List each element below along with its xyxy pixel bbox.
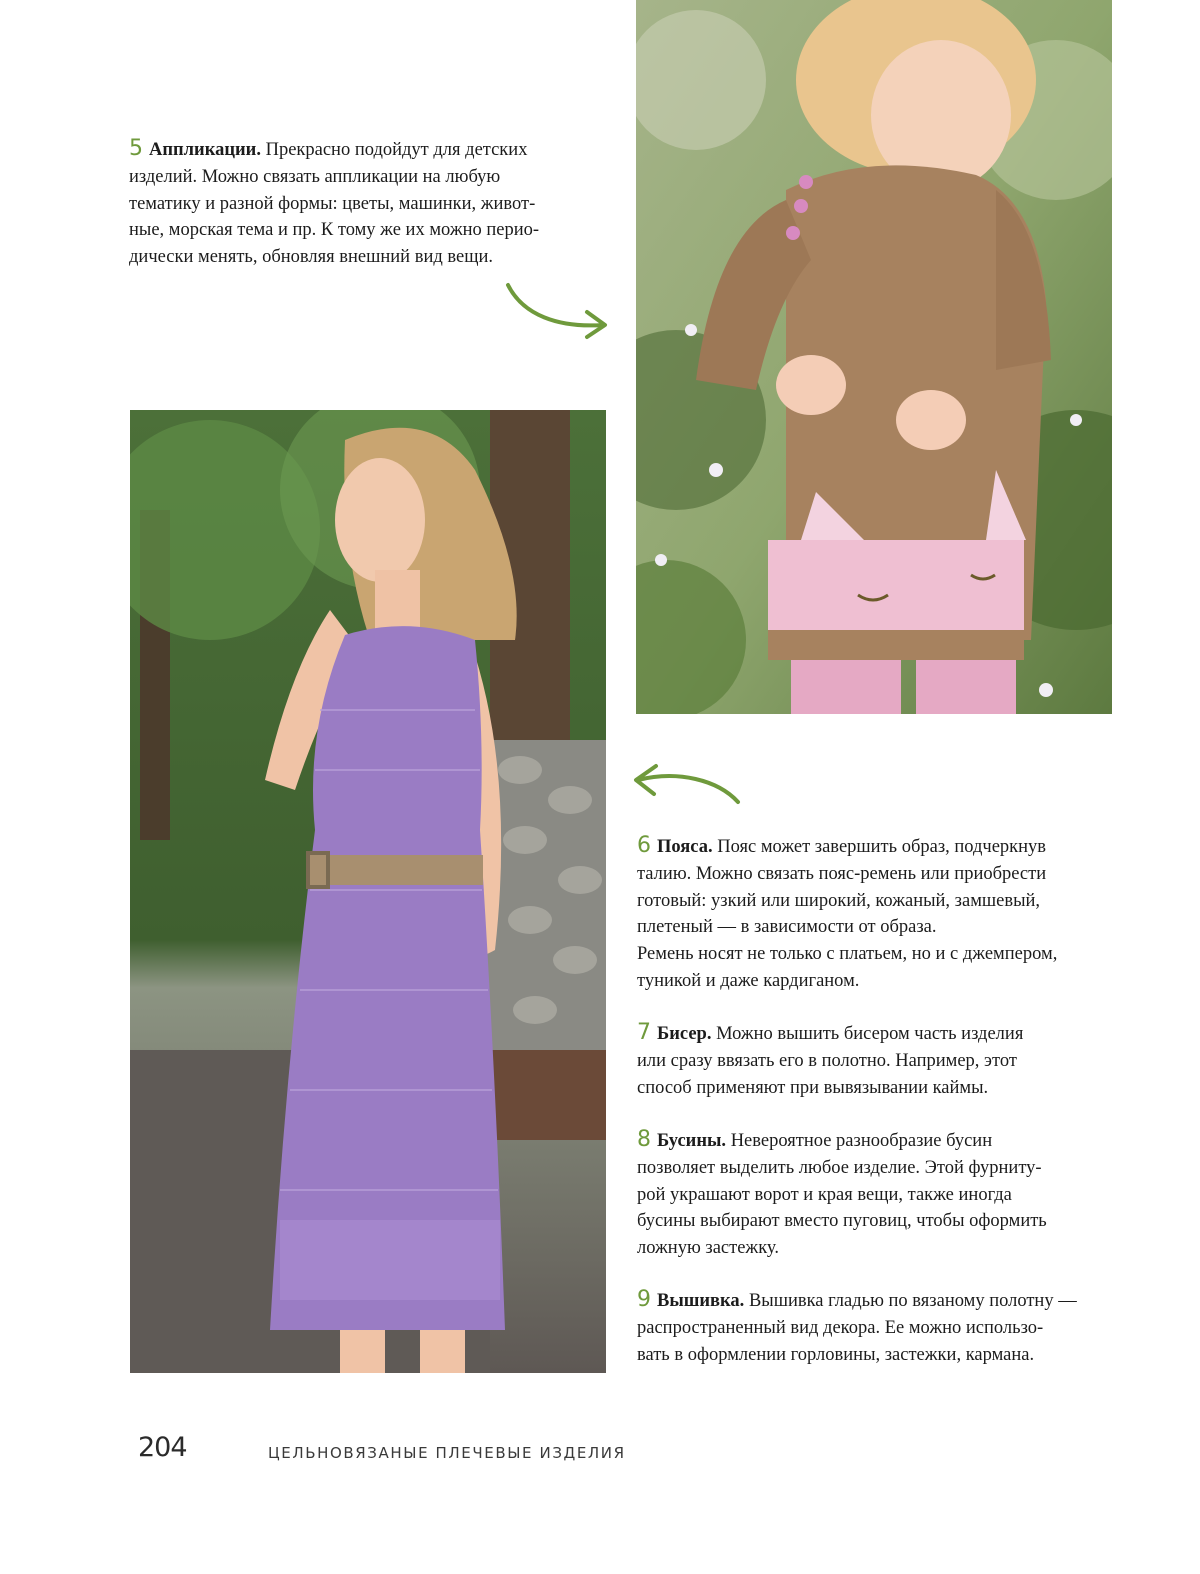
item-line: бусины выбирают вместо пуговиц, чтобы оформить	[637, 1211, 1047, 1232]
item-line: плетеный — в зависимости от образа.	[637, 917, 937, 938]
item-text: Пояс может завершить образ, подчеркнув	[712, 837, 1047, 857]
item-text: Можно вышить бисером часть изделия	[711, 1024, 1024, 1044]
child-sweater-photo	[636, 0, 1112, 714]
item-embroidery	[637, 1287, 1117, 1368]
item-number: 6	[637, 833, 651, 858]
item-number: 9	[637, 1287, 651, 1312]
running-title: ЦЕЛЬНОВЯЗАНЫЕ ПЛЕЧЕВЫЕ ИЗДЕЛИЯ	[268, 1444, 626, 1462]
item-title: Пояса.	[657, 837, 713, 857]
item-line: позволяет выделить любое изделие. Этой фурниту-	[637, 1157, 1042, 1178]
item-line: талию. Можно связать пояс-ремень или приобрести	[637, 863, 1047, 884]
item-title: Аппликации.	[149, 140, 261, 160]
curved-arrow-right-icon	[503, 280, 613, 350]
item-line: туникой и даже кардиганом.	[637, 970, 860, 991]
item-line	[637, 833, 1117, 861]
item-text: Невероятное разнообразие бусин	[726, 1131, 993, 1151]
item-number: 7	[637, 1020, 651, 1045]
item-belts	[637, 833, 1117, 995]
item-line: тематику и разной формы: цветы, машинки, живот-	[129, 193, 536, 214]
item-number: 5	[129, 136, 143, 161]
item-title: Бусины.	[657, 1131, 727, 1151]
item-line	[129, 136, 599, 164]
item-line: рой украшают ворот и края вещи, также иногда	[637, 1184, 1012, 1205]
item-line: распространенный вид декора. Ее можно использо-	[637, 1317, 1044, 1338]
item-title: Бисер.	[657, 1024, 712, 1044]
item-line: Ремень носят не только с платьем, но и с джемпером,	[637, 944, 1058, 965]
item-line: способ применяют при вывязывании каймы.	[637, 1077, 989, 1098]
item-line: готовый: узкий или широкий, кожаный, замшевый,	[637, 890, 1041, 911]
item-text: Вышивка гладью по вязаному полотну —	[744, 1291, 1077, 1311]
item-beads	[637, 1127, 1117, 1262]
item-line: ные, морская тема и пр. К тому же их можно перио-	[129, 220, 540, 241]
woman-dress-photo	[130, 410, 606, 1373]
item-line: вать в оформлении горловины, застежки, кармана.	[637, 1344, 1035, 1365]
item-seed-beads	[637, 1020, 1117, 1101]
item-line: дически менять, обновляя внешний вид вещи.	[129, 247, 493, 268]
page-number: 204	[138, 1432, 187, 1463]
item-line	[637, 1020, 1117, 1048]
item-line: или сразу ввязать его в полотно. Например, этот	[637, 1050, 1017, 1071]
item-line: ложную застежку.	[637, 1238, 779, 1259]
item-line: изделий. Можно связать аппликации на любую	[129, 166, 501, 187]
curved-arrow-left-icon	[628, 760, 748, 820]
item-line	[637, 1287, 1117, 1315]
item-title: Вышивка.	[657, 1291, 745, 1311]
item-number: 8	[637, 1127, 651, 1152]
item-text: Прекрасно подойдут для детских	[260, 140, 528, 160]
item-applique	[129, 136, 599, 271]
item-line	[637, 1127, 1117, 1155]
